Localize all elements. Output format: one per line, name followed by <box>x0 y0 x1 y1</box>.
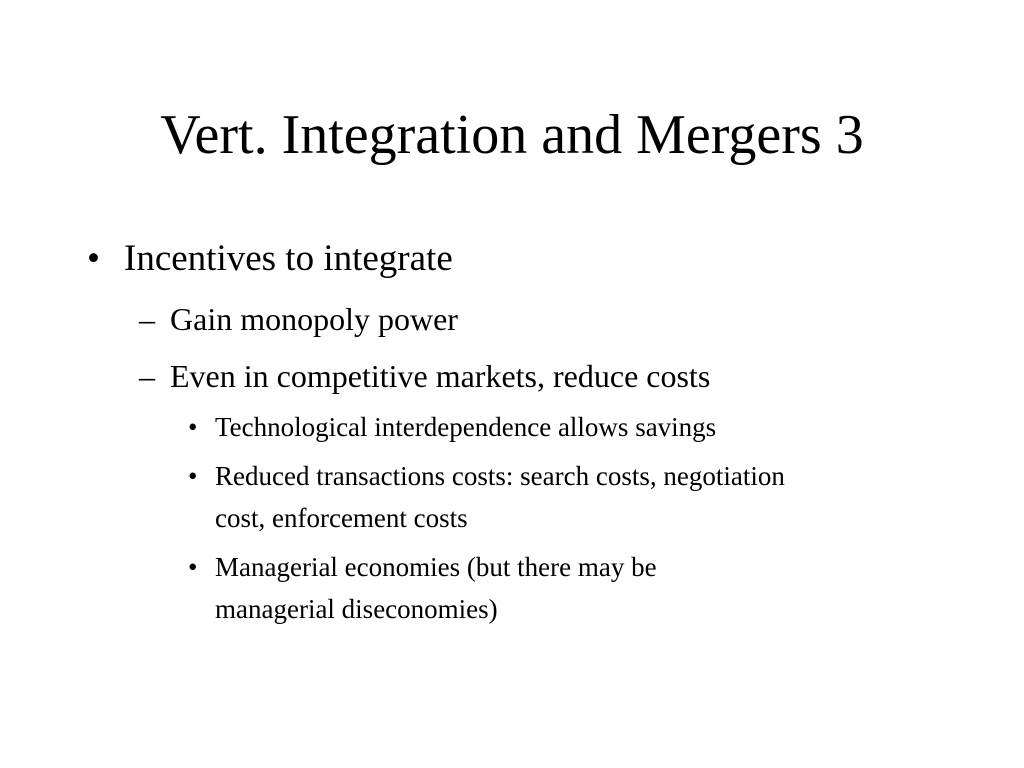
bullet-text-line2: cost, enforcement costs <box>215 503 468 533</box>
bullet-text: Gain monopoly power <box>170 301 458 337</box>
bullet-dot-icon: • <box>188 412 198 442</box>
bullet-text: Technological interdependence allows savings <box>215 412 717 442</box>
bullet-text: Even in competitive markets, reduce costs <box>170 358 711 394</box>
bullet-dot-icon: • <box>188 552 198 582</box>
bullet-dash-icon: – <box>139 301 155 337</box>
bullet-dot-icon: • <box>188 461 198 491</box>
slide-title: Vert. Integration and Mergers 3 <box>160 104 864 166</box>
bullet-dot-icon: • <box>87 238 100 279</box>
bullet-text-line2: managerial diseconomies) <box>215 594 498 624</box>
bullet-text-line1: Reduced transactions costs: search costs, negotiation <box>215 461 785 491</box>
bullet-dash-icon: – <box>139 358 155 394</box>
bullet-text-line1: Managerial economies (but there may be <box>215 552 657 582</box>
bullet-text: Incentives to integrate <box>124 238 453 279</box>
